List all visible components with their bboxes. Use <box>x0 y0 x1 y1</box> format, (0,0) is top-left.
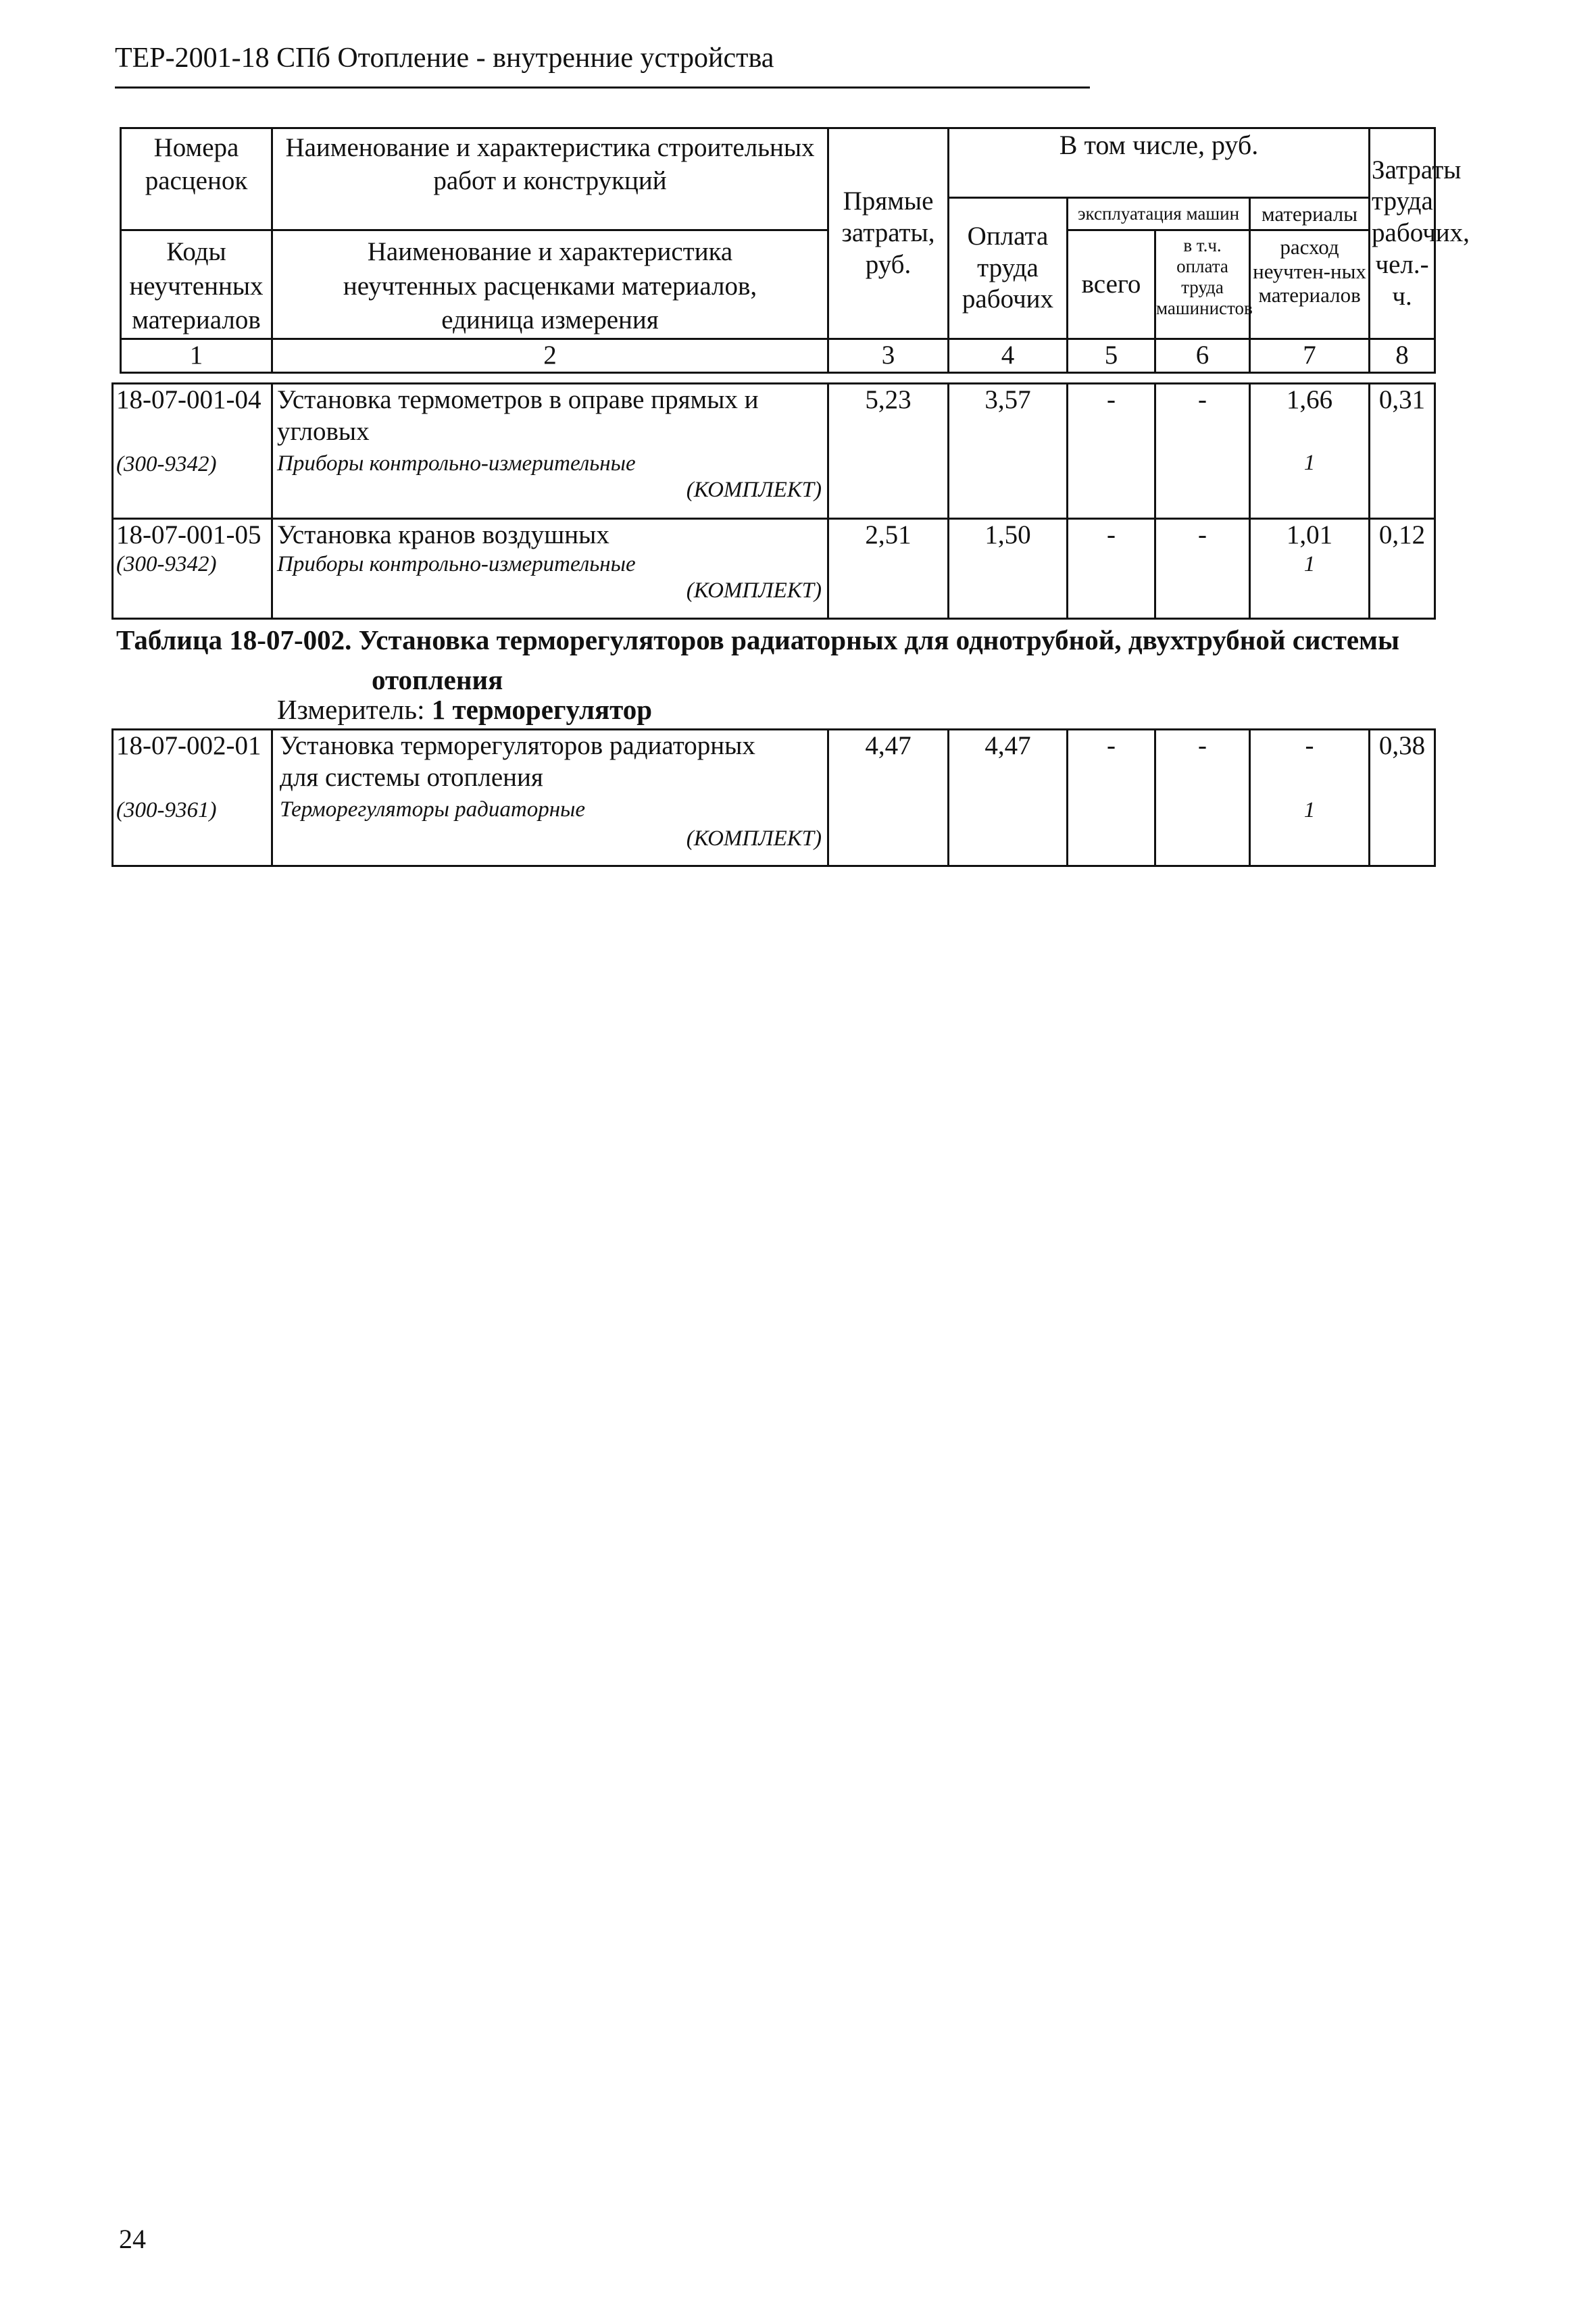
col2-bottom-header: Наименование и характеристика неучтенных расценками материалов, единица измерения <box>272 230 828 339</box>
direct-cost: 2,51 <box>828 519 949 619</box>
labor-pay: 3,57 <box>949 384 1068 519</box>
machines-total: - <box>1068 384 1155 519</box>
measure-value: 1 терморегулятор <box>431 694 653 725</box>
col-number-3: 3 <box>828 339 949 373</box>
table-row <box>113 519 1435 619</box>
table2-title-line2: отопления <box>372 664 503 696</box>
table-header <box>120 127 1470 374</box>
machinist-pay: - <box>1155 384 1250 519</box>
machines-total: - <box>1068 730 1155 866</box>
col1-top-header: Номера расценок <box>121 128 272 198</box>
measure-line <box>277 693 652 726</box>
col-number-5: 5 <box>1068 339 1155 373</box>
material-unit: (КОМПЛЕКТ) <box>686 578 822 603</box>
material-qty: 1 <box>1303 450 1316 475</box>
col2-top-spacer <box>272 198 828 230</box>
direct-cost: 5,23 <box>828 384 949 519</box>
col1-top-spacer <box>121 198 272 230</box>
col-number-4: 4 <box>949 339 1068 373</box>
measure-label: Измеритель: <box>277 694 425 725</box>
direct-cost: 4,47 <box>828 730 949 866</box>
group-materials-header: материалы <box>1250 198 1370 230</box>
material-unit: (КОМПЛЕКТ) <box>686 478 822 503</box>
materials-cost: 1,66 <box>1286 385 1333 414</box>
machinist-pay: - <box>1155 730 1250 866</box>
col4-header: Оплата труда рабочих <box>949 198 1068 339</box>
table2-title <box>116 620 1468 701</box>
labor-hours: 0,38 <box>1370 730 1435 866</box>
col-number-6: 6 <box>1155 339 1250 373</box>
labor-hours: 0,31 <box>1370 384 1435 519</box>
table2-title-line1: Таблица 18-07-002. Установка терморегуляторов радиаторных для однотрубной, двухтрубной системы <box>116 624 1399 655</box>
material-name: Терморегуляторы радиаторные <box>280 797 586 822</box>
labor-pay: 4,47 <box>949 730 1068 866</box>
rate-code: 18-07-002-01 <box>116 731 261 760</box>
table-row <box>113 730 1435 866</box>
work-name: Установка термометров в оправе прямых и угловых <box>277 385 759 446</box>
materials-cost: - <box>1305 731 1314 760</box>
col7-header: расход неучтен-ных материалов <box>1250 230 1370 339</box>
col2-top-header: Наименование и характеристика строительных работ и конструкций <box>272 128 828 198</box>
material-unit: (КОМПЛЕКТ) <box>686 826 822 851</box>
rate-code: 18-07-001-05 <box>116 520 261 549</box>
work-name: Установка кранов воздушных <box>277 520 609 549</box>
header-rule <box>115 86 1090 89</box>
col-number-8: 8 <box>1370 339 1435 373</box>
material-name: Приборы контрольно-измерительные <box>277 551 636 576</box>
material-code: (300-9361) <box>116 797 217 822</box>
table1-body <box>111 382 1436 620</box>
table-row <box>113 384 1435 519</box>
col1-bottom-header: Коды неучтенных материалов <box>121 230 272 339</box>
col6-header: в т.ч. оплата труда машинистов <box>1155 230 1250 339</box>
material-qty: 1 <box>1303 551 1316 576</box>
materials-cost: 1,01 <box>1286 520 1333 549</box>
machines-total: - <box>1068 519 1155 619</box>
table2-body <box>111 728 1436 867</box>
material-code: (300-9342) <box>116 451 217 476</box>
material-name: Приборы контрольно-измерительные <box>277 451 636 476</box>
col-number-2: 2 <box>272 339 828 373</box>
col5-header: всего <box>1068 230 1155 339</box>
col8-header: Затраты труда рабочих, чел.-ч. <box>1370 128 1435 339</box>
page-number: 24 <box>119 2224 146 2254</box>
rate-code: 18-07-001-04 <box>116 385 261 414</box>
labor-hours: 0,12 <box>1370 519 1435 619</box>
group-machines-header: эксплуатация машин <box>1068 198 1250 230</box>
work-name: Установка терморегуляторов радиаторных для системы отопления <box>280 731 755 792</box>
page-header: ТЕР-2001-18 СПб Отопление - внутренние устройства <box>115 43 774 74</box>
material-code: (300-9342) <box>116 551 217 576</box>
material-qty: 1 <box>1303 797 1316 822</box>
group-including-header: В том числе, руб. <box>949 128 1370 198</box>
col3-header: Прямые затраты, руб. <box>828 128 949 339</box>
machinist-pay: - <box>1155 519 1250 619</box>
col-number-1: 1 <box>121 339 272 373</box>
col-number-7: 7 <box>1250 339 1370 373</box>
labor-pay: 1,50 <box>949 519 1068 619</box>
